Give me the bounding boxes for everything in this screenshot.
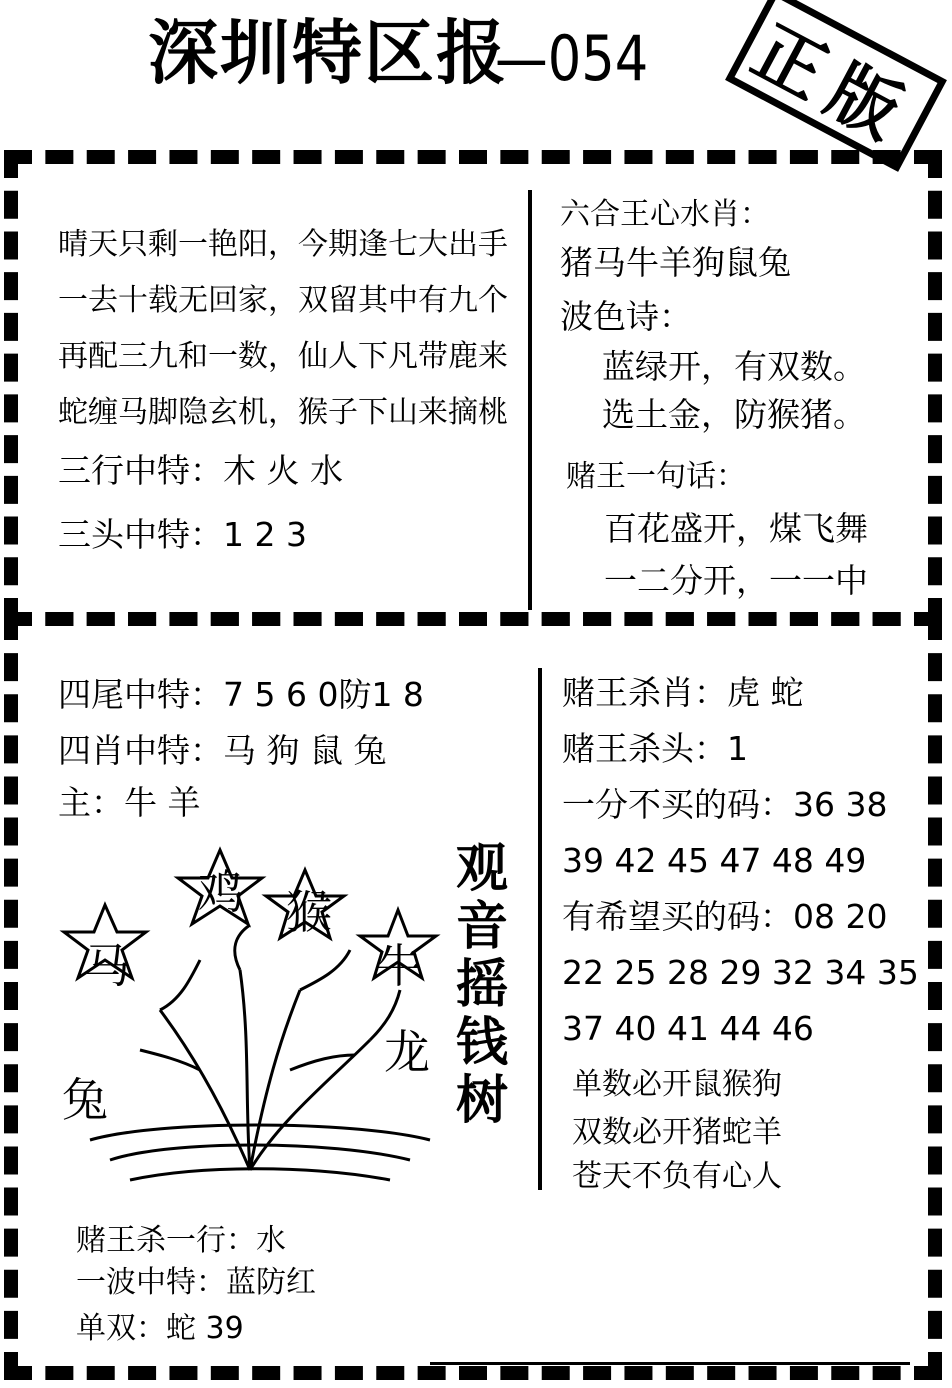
bumai-line-1: 一分不买的码：36 38 [562,785,888,824]
top-section-divider [528,190,532,610]
note-line-2: 双数必开猪蛇羊 [572,1115,782,1150]
duwang-line-1: 百花盛开，煤飞舞 [604,509,868,548]
authentic-stamp: 正版 [725,0,947,172]
santou-line: 三头中特：1 2 3 [58,515,307,554]
duwang-line-2: 一二分开，一一中 [604,561,868,600]
bottom-section-divider [538,668,542,1190]
shaxiao-line: 赌王杀肖：虎 蛇 [562,673,804,712]
duwang-title: 赌王一句话： [566,459,746,494]
bose-title: 波色诗： [560,297,692,336]
label-rooster: 鸡 [198,865,244,919]
money-tree-title: 观音摇钱树 [455,838,508,1131]
yibo-line: 一波中特：蓝防红 [76,1265,316,1300]
label-rabbit: 兔 [62,1073,108,1127]
xinshui-zodiacs: 猪马牛羊狗鼠兔 [560,243,791,282]
label-horse: 马 [84,939,130,993]
tree-trunk-icon [160,970,370,1170]
xiwang-line-3: 37 40 41 44 46 [562,1009,814,1048]
xinshui-heading: 六合王心水肖： [560,197,770,232]
note-line-1: 单数必开鼠猴狗 [572,1067,782,1102]
top-section-frame [4,150,942,626]
label-ox: 牛 [376,939,422,993]
zhu-line: 主：牛 羊 [58,783,201,822]
label-dragon: 龙 [384,1025,430,1079]
danshuang-line: 单双：蛇 39 [76,1311,244,1346]
bottom-rule [430,1362,910,1365]
poem-line-3: 再配三九和一数，仙人下凡带鹿来 [58,339,508,374]
bumai-line-2: 39 42 45 47 48 49 [562,841,867,880]
poem-line-4: 蛇缠马脚隐玄机，猴子下山来摘桃 [58,395,508,430]
poem-line-2: 一去十载无回家，双留其中有九个 [58,283,508,318]
issue-number: —054 [495,22,649,95]
bose-line-2: 选土金，防猴猪。 [602,395,866,434]
shatou-line: 赌王杀头：1 [562,729,748,768]
bose-line-1: 蓝绿开，有双数。 [602,347,866,386]
sixiao-line: 四肖中特：马 狗 鼠 兔 [58,731,387,770]
poem-line-1: 晴天只剩一艳阳，今期逢七大出手 [58,227,508,262]
sanxing-line: 三行中特：木 火 水 [58,451,343,490]
note-line-3: 苍天不负有心人 [572,1159,782,1194]
siwei-line: 四尾中特：7 5 6 0防1 8 [58,675,424,714]
shayixing-line: 赌王杀一行：水 [76,1223,286,1258]
page-title: 深圳特区报 [148,11,508,94]
label-monkey: 猴 [286,885,332,939]
xiwang-line-2: 22 25 28 29 32 34 35 [562,953,919,992]
xiwang-line-1: 有希望买的码：08 20 [562,897,888,936]
